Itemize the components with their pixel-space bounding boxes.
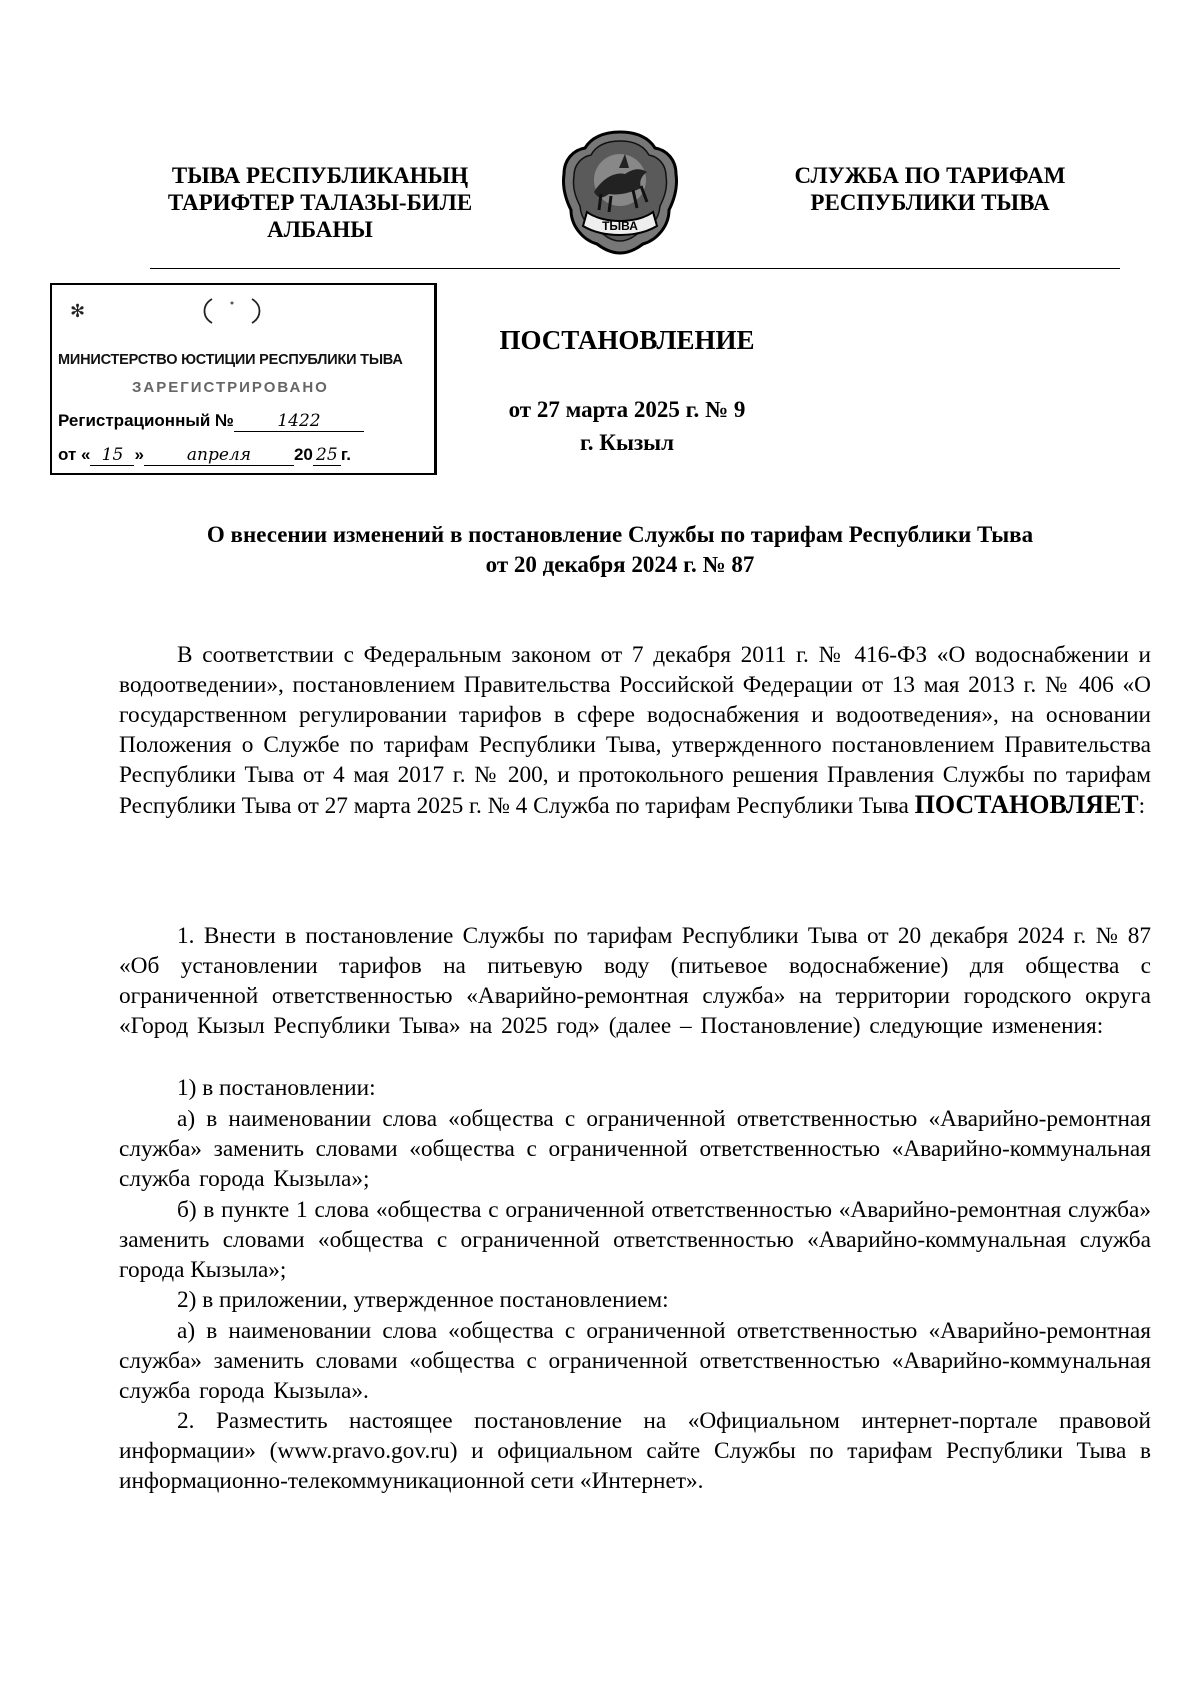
document-date-number: от 27 марта 2025 г. № 9: [508, 397, 746, 422]
header-right-line: РЕСПУБЛИКИ ТЫВА: [810, 190, 1050, 215]
decree-colon: :: [1138, 793, 1146, 819]
stamp-date-year-unit: г.: [340, 445, 351, 464]
stamp-date-month: апреля: [144, 445, 294, 466]
stamp-date-prefix: от «: [58, 445, 91, 464]
document-city: г. Кызыл: [579, 430, 675, 455]
stamp-emblem-icon: [62, 291, 282, 331]
subitem-1a-paragraph: а) в наименовании слова «общества с ограниченной ответственностью «Аварийно-ремонтная служба» заменить словами «общества с ограниченной ответственностью «Аварийно-коммунальная служба города Кызыла»;: [119, 1106, 1151, 1192]
header-left-line: ТЫВА РЕСПУБЛИКАНЫҢ: [171, 163, 469, 188]
preamble-text: В соответствии с Федеральным законом от 7 декабря 2011 г. № 416-ФЗ «О водоснабжении и водоотведении», постановлением Правительства Российской Федерации от 13 мая 2013 г. № 406 «О государственном регулировании тарифов в сфере водоснабжения и водоотведения», на основании Положения о Службе по тарифам Республики Тыва, утвержденного постановлением Правительства Республики Тыва от 4 мая 2017 г. № 200, и протокольного решения Правления Службы по тарифам Республики Тыва от 27 марта 2025 г. № 4 Служба по тарифам Республики Тыва: [119, 642, 1151, 819]
header-right-line: СЛУЖБА ПО ТАРИФАМ: [794, 163, 1066, 188]
tuva-emblem-icon: [559, 128, 681, 256]
stamp-reg-number: 1422: [234, 411, 364, 432]
subitem-2a-paragraph: а) в наименовании слова «общества с ограниченной ответственностью «Аварийно-ремонтная служба» заменить словами «общества с ограниченной ответственностью «Аварийно-коммунальная служба города Кызыла».: [119, 1318, 1151, 1404]
stamp-reg-label: Регистрационный №: [58, 411, 234, 430]
stamp-ministry-text: МИНИСТЕРСТВО ЮСТИЦИИ РЕСПУБЛИКИ ТЫВА: [58, 352, 403, 368]
stamp-registration-row: [58, 411, 364, 432]
stamp-date-mid: »: [134, 445, 144, 464]
stamp-date-year-prefix: 20: [293, 445, 313, 464]
item-1-paragraph: 1. Внести в постановление Службы по тарифам Республики Тыва от 20 декабря 2024 г. № 87 «Об установлении тарифов на питьевую воду (питьевое водоснабжение) для общества с ограниченной ответственностью «Аварийно-ремонтная служба» на территории городского округа «Город Кызыл Республики Тыва» на 2025 год» (далее – Постановление) следующие изменения:: [119, 923, 1151, 1039]
header-right-title: [770, 162, 1090, 216]
subitem-2-paragraph: 2) в приложении, утвержденное постановлением:: [177, 1287, 669, 1313]
item-2-paragraph: 2. Разместить настоящее постановление на «Официальном интернет-портале правовой информации» (www.pravo.gov.ru) и официальном сайте Службы по тарифам Республики Тыва в информационно-телекоммуникационной сети «Интернет».: [119, 1408, 1151, 1494]
header-left-line: АЛБАНЫ: [267, 217, 373, 242]
preamble-paragraph: [119, 640, 1151, 821]
document-title: ПОСТАНОВЛЕНИЕ: [499, 325, 755, 355]
svg-text:✻: ✻: [70, 301, 86, 322]
subject-line: от 20 декабря 2024 г. № 87: [485, 552, 755, 577]
stamp-date-year: 25: [313, 445, 341, 466]
header-left-line: ТАРИФТЕР ТАЛАЗЫ-БИЛЕ: [167, 190, 473, 215]
subject-line: О внесении изменений в постановление Службы по тарифам Республики Тыва: [206, 522, 1034, 547]
subitem-1b-paragraph: б) в пункте 1 слова «общества с ограниченной ответственностью «Аварийно-ремонтная служба» заменить словами «общества с ограниченной ответственностью «Аварийно-коммунальная служба города Кызыла»;: [119, 1197, 1151, 1283]
emblem-caption: ТЫВА: [602, 219, 638, 233]
registration-stamp: [50, 283, 437, 475]
subitem-1-paragraph: 1) в постановлении:: [177, 1075, 376, 1101]
document-subject: [80, 520, 1160, 580]
header-left-title: [150, 162, 490, 243]
stamp-registered-text: ЗАРЕГИСТРИРОВАНО: [132, 379, 329, 396]
decree-word: ПОСТАНОВЛЯЕТ: [914, 790, 1139, 819]
stamp-date-row: [58, 445, 351, 466]
stamp-date-day: 15: [90, 445, 134, 466]
header-divider: [150, 268, 1120, 269]
